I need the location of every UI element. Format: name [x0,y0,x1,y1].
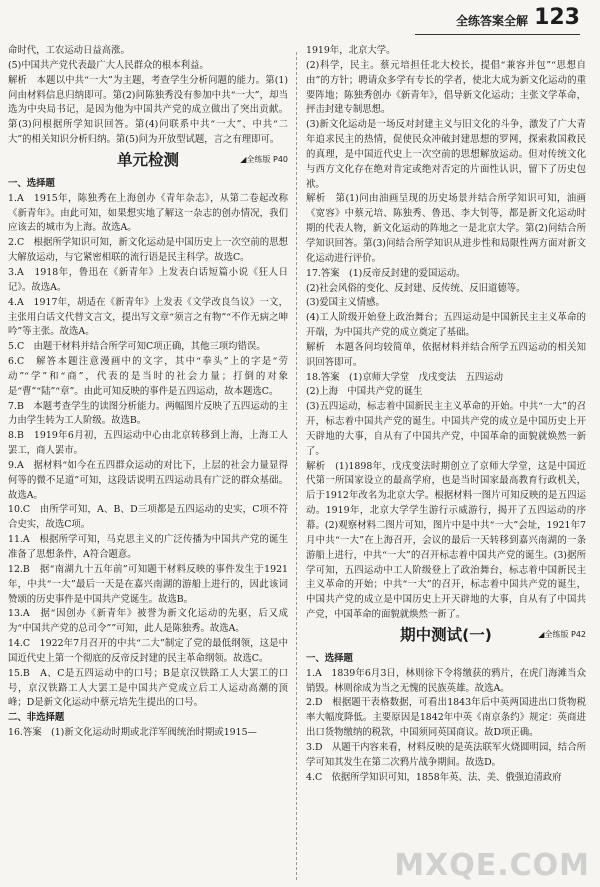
answer-item: (2)社会风俗的变化、反封建、反传统、反旧道德等。 [306,282,526,294]
answer-item: 3.D 从题干内容来看，材料反映的是英法联军火烧圆明园，结合所学可知其发生在第二次鸦片战争期间。故选D。 [306,741,586,768]
midterm-test-page-ref: ◢全练版 P42 [538,629,586,639]
answer-item: 10.C 由所学可知，A、B、D三项都是五四运动的史实，C项不符合史实，故选C项。 [8,504,288,531]
answer-paragraph: (3)五四运动，标志着中国新民主主义革命的开始。中共“一大”的召开，标志着中国共产党的诞生。中国共产党的成立是中国历史上开天辟地的大事，自从有了中国共产党，中国革命的面貌就焕然一新了。 [306,401,586,457]
left-column [8,44,288,741]
answer-paragraph: (3)新文化运动是一场反对封建主义与旧文化的斗争，激发了广大青年追求民主的热情，促使民众冲破封建思想的罗网，探索救国救民的真理，是中国近代史上一次空前的思想解放运动。但对传统文化与西方文化存在绝对肯定或绝对否定的片面性认识，留下了历史包袱。 [306,119,586,190]
answer-item: 17.答案 (1)反帝反封建的爱国运动。 [306,267,466,279]
unit-test-title: 单元检测 [116,150,179,169]
answer-paragraph: (2)科学，民主。蔡元培担任北大校长，提倡“兼容并包”“思想自由”的方针；聘请众多学有专长的学者，使北大成为新文化运动的重要阵地；陈独秀创办《新青年》，倡导新文化运动；主张文学革命，抨击封建专制思想。 [306,59,586,116]
answer-item: 16.答案 (1)新文化运动时期或北洋军阀统治时期或1915— [8,727,257,739]
answer-item: 6.C 解答本题注意漫画中的文字，其中“拳头”上的字是“劳动”“学”和“商”，代表的是当时的社会力量；打倒的对象是“曹”“陆”“章”。由此可知反映的事件是五四运动，故本题选C。 [8,356,288,397]
text-line: (5)中国共产党代表最广大人民群众的根本利益。 [8,59,209,71]
answer-item: 14.C 1922年7月召开的中共“二大”制定了党的最低纲领，这是中国近代史上第一个彻底的反帝反封建的民主革命纲领。故选C。 [8,638,288,664]
answer-item: 3.A 1918年，鲁迅在《新青年》上发表白话短篇小说《狂人日记》。故选A。 [8,266,288,293]
site-watermark: MXQE.COM [394,848,590,883]
answer-item: 8.B 1919年6月初，五四运动中心由北京转移到上海，上海工人罢工，商人罢市。 [8,430,288,457]
answer-item: (4)工人阶级开始登上政治舞台；五四运动是中国新民主主义革命的开端，为中国共产党的成立奠定了基础。 [306,312,586,339]
analysis-paragraph: 解析 (1)1898年，戊戌变法时期创立了京师大学堂，这是中国近代第一所国家设立的最高学府，也是当时国家最高教育行政机关，后于1912年改名为北京大学。根据材料一图片可知反映的是五四运动。1919年，北京大学学生游行示威游行，揭开了五四运动的序幕。(2)观察材料二图片可知，图片中是中共“一大”会址，1921年7月中共“一大”在上海召开，会议的最后一天转移到嘉兴南湖的一条游船上进行，中共“一大”的召开标志着中国共产党的诞生。(3)据所学可知，五四运动中工人阶级登上了政治舞台，标志着中国新民主主义革命的开始；中共“一大”的召开，标志着中国共产党的诞生，中国共产党的成立是中国历史上开天辟地的大事，自从有了中国共产党，中国革命的面貌就焕然一新了。 [306,460,586,621]
answer-item: 4.C 依据所学知识可知，1858年英、法、美、俄强迫清政府 [306,771,562,783]
right-column [306,44,586,786]
answer-item: 2.D 根据题干表格数据，可看出1843年后中英两国进出口货物税率大幅度降低。主要原因是1842年中英《南京条约》规定：英商进出口货物缴纳的税款，中国须同英国商议。故D项正确。 [306,697,586,739]
page-header [0,0,600,40]
answer-item: 5.C 由题干材料并结合所学可知C项正确，其他三项均错误。 [8,341,266,353]
answer-item: 13.A 据“因创办《新青年》被誉为新文化运动的先驱，后又成为“中国共产党的总司令””可知，此人是陈独秀。故选A。 [8,608,288,635]
part-heading: 一、选择题 [8,177,55,189]
answer-item: 1.A 1915年，陈独秀在上海创办《青年杂志》，从第二卷起改称《新青年》。由此可知，如果想实地了解这一杂志的创办情况，我们应该去的城市为上海。故选A。 [8,192,288,234]
answer-item: 11.A 根据所学可知，马克思主义的广泛传播为中国共产党的诞生准备了思想条件，A符合题意。 [8,534,288,560]
answer-item: 7.B 本题考查学生的读图分析能力。两幅图片反映了五四运动的主力由学生转为工人阶级。故选B。 [8,400,288,427]
analysis-paragraph: 解析 本题各问均较简单，依据材料并结合所学五四运动的相关知识回答即可。 [306,341,586,368]
column-divider [296,52,297,880]
analysis-paragraph: 解析 本题以中共“一大”为主题，考查学生分析问题的能力。第(1)问由材料信息归纳即可。第(2)问陈独秀没有参加中共“一大”，却当选为中央局书记，是因为他为中国共产党的成立做出了突出贡献。第(3)问根据所学知识回答。第(4)问联系中共“一大”、中共“二大”的相关知识分析归纳。第(5)问为开放型试题，言之有理即可。 [8,74,288,146]
midterm-test-heading [306,624,586,648]
header-rule [415,34,580,35]
unit-test-page-ref: ◢全练版 P40 [240,154,288,164]
answer-item: (3)爱国主义情感。 [306,297,385,309]
answer-item: 15.B A、C是五四运动中的口号；B是京汉铁路工人大罢工的口号，京汉铁路工人大罢工是中国共产党成立后工人运动高潮的顶峰；D是新文化运动中蔡元培先生提出的口号。 [8,667,288,709]
answer-item: 18.答案 (1)京师大学堂 戊戌变法 五四运动 [306,371,503,383]
part-heading: 二、非选择题 [8,712,65,724]
analysis-paragraph: 解析 第(1)问由油画呈现的历史场景并结合所学知识可知，油画《宽容》中蔡元培、陈独秀、鲁迅、李大钊等，都是新文化运动时期的代表人物，新文化运动的阵地之一是北京大学。第(2)问结合所学知识回答。第(3)问结合所学知识从进步性和局限性两方面对新文化运动进行评价。 [306,193,586,264]
answer-item: 1.A 1839年6月3日，林则徐下令将缴获的鸦片，在虎门海滩当众销毁。林则徐成为当之无愧的民族英雄。故选A。 [306,667,586,694]
midterm-test-title: 期中测试(一) [400,625,492,644]
text-line: 1919年，北京大学。 [306,45,396,56]
unit-test-heading [8,149,288,173]
answer-item: 2.C 根据所学知识可知，新文化运动是中国历史上一次空前的思想大解放运动，与它紧密相联的流行语是民主科学。故选C。 [8,237,288,264]
part-heading: 一、选择题 [306,652,353,664]
answer-item: 12.B 据“南湖九十五年前”可知题干材料反映的事件发生于1921年，中共“一大”最后一天是在嘉兴南湖的游船上进行的，因此该词赞颂的历史事件是中国共产党诞生。故选B。 [8,563,288,605]
book-title: 全练答案全解 [455,14,528,28]
answer-item: 9.A 据材料“如今在五四群众运动的对比下，上层的社会力量显得何等的微不足道”可知，这段话说明五四运动具有广泛的群众基础。故选A。 [8,459,288,501]
answer-item: 4.A 1917年，胡适在《新青年》上发表《文学改良刍议》一文，主张用白话文代替文言文，提出写文章“须言之有物”“不作无病之呻吟”等主张。故选A。 [8,296,288,338]
page-number: 123 [534,5,580,30]
answer-item: (2)上海 中国共产党的诞生 [306,386,423,398]
text-line: 命时代，工农运动日益高涨。 [8,45,130,56]
